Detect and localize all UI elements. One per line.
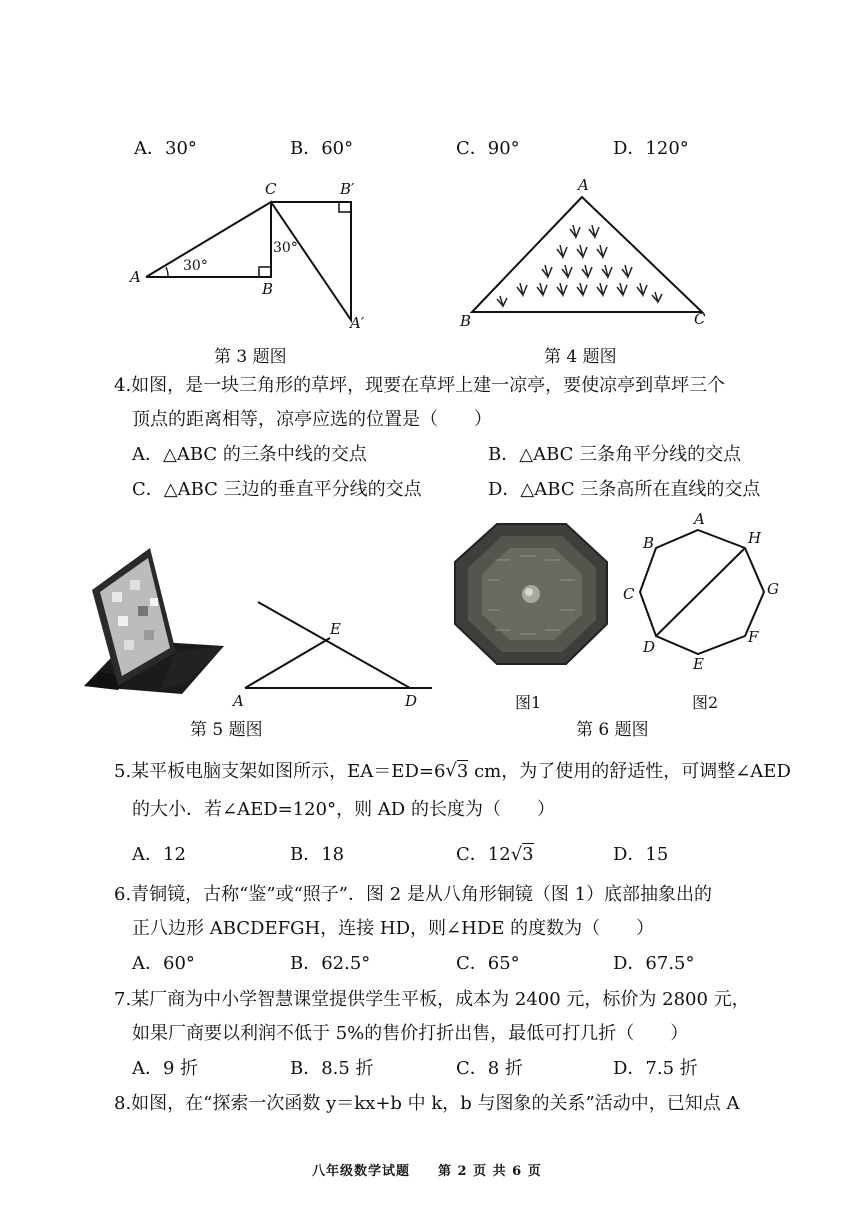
q6-line-2: 正八边形 ABCDEFGH，连接 HD，则∠HDE 的度数为（ ） — [132, 918, 655, 939]
fig6-label-b: B — [643, 534, 655, 552]
q5-option-c — [456, 843, 534, 867]
fig3-label-b: B — [262, 280, 274, 298]
q7-option-a: A．9 折 — [132, 1058, 199, 1079]
page-footer: 八年级数学试题 第 2 页 共 6 页 — [312, 1164, 542, 1179]
q5-line-1 — [114, 760, 791, 784]
fig3-label-a: A — [130, 268, 141, 286]
fig4-caption: 第 4 题图 — [544, 347, 617, 367]
q4-option-b: B．△ABC 三条角平分线的交点 — [488, 444, 742, 465]
q6-option-c: C．65° — [456, 953, 520, 974]
fig6-label-f: F — [748, 628, 759, 646]
q6-option-d: D．67.5° — [613, 953, 695, 974]
q6-line-1: 6.青铜镜，古称“鉴”或“照子”．图 2 是从八角形铜镜（图 1）底部抽象出的 — [114, 884, 713, 905]
q4-line-2: 顶点的距离相等，凉亭应选的位置是（ ） — [132, 409, 492, 430]
q8-line-1: 8.如图，在“探索一次函数 y＝kx+b 中 k，b 与图象的关系”活动中，已知点 A — [114, 1093, 740, 1114]
fig3-caption: 第 3 题图 — [214, 347, 287, 367]
fig5-label-e: E — [330, 620, 341, 638]
q5-option-a: A．12 — [132, 844, 186, 865]
fig6-caption: 第 6 题图 — [576, 720, 649, 740]
fig5-caption: 第 5 题图 — [190, 720, 263, 740]
fig6-label-d: D — [643, 638, 656, 656]
fig6-label-a: A — [694, 510, 705, 528]
fig5-label-d: D — [405, 692, 418, 710]
q3-option-c: C．90° — [456, 138, 520, 159]
fig3-label-c: C — [265, 180, 277, 198]
q4-line-1: 4.如图，是一块三角形的草坪，现要在草坪上建一凉亭，要使凉亭到草坪三个 — [114, 375, 726, 396]
q5-option-c-radicand: 3 — [522, 844, 534, 865]
fig6-label-c: C — [623, 585, 635, 603]
q7-option-b: B．8.5 折 — [290, 1058, 374, 1079]
fig6-label-h: H — [748, 529, 762, 547]
q3-option-d: D．120° — [613, 138, 689, 159]
q7-option-d: D．7.5 折 — [613, 1058, 698, 1079]
q4-option-a: A．△ABC 的三条中线的交点 — [132, 444, 367, 465]
fig6-label-g: G — [767, 580, 779, 598]
fig4-label-b: B — [460, 312, 472, 330]
sqrt-icon: √ — [445, 760, 457, 781]
fig3-label-a-prime: A′ — [350, 314, 365, 332]
fig4-label-c: C — [694, 310, 706, 328]
q3-option-a: A．30° — [134, 138, 197, 159]
q5-option-c-text: C．12 — [456, 844, 511, 865]
q6-option-a: A．60° — [132, 953, 195, 974]
fig3-angle-30-a: 30° — [183, 258, 208, 274]
fig5-label-a: A — [233, 692, 244, 710]
q5-line-1-end: cm，为了使用的舒适性，可调整∠AED — [468, 761, 791, 782]
q5-line-1-start: 5.某平板电脑支架如图所示，EA＝ED= — [114, 761, 434, 782]
q7-option-c: C．8 折 — [456, 1058, 523, 1079]
q6-option-b: B．62.5° — [290, 953, 371, 974]
fig3-angle-30-c: 30° — [273, 240, 298, 256]
fig6-label-e: E — [693, 655, 704, 673]
q5-radicand: 3 — [456, 761, 469, 782]
q4-option-d: D．△ABC 三条高所在直线的交点 — [488, 479, 761, 500]
fig6-sub-caption-1: 图1 — [515, 693, 542, 712]
q5-option-b: B．18 — [290, 844, 345, 865]
q4-option-c: C．△ABC 三边的垂直平分线的交点 — [132, 479, 422, 500]
q5-option-d: D．15 — [613, 844, 669, 865]
q7-line-1: 7.某厂商为中小学智慧课堂提供学生平板，成本为 2400 元，标价为 2800 元， — [114, 989, 750, 1010]
fig4-label-a: A — [578, 176, 589, 194]
q5-line-2: 的大小．若∠AED=120°，则 AD 的长度为（ ） — [132, 799, 555, 820]
q7-line-2: 如果厂商要以利润不低于 5%的售价打折出售，最低可打几折（ ） — [132, 1023, 689, 1044]
fig6-sub-caption-2: 图2 — [692, 693, 719, 712]
fig3-label-b-prime: B′ — [340, 180, 355, 198]
sqrt-icon: √ — [510, 844, 523, 865]
q3-option-b: B．60° — [290, 138, 354, 159]
q5-coefficient: 6 — [433, 761, 446, 782]
